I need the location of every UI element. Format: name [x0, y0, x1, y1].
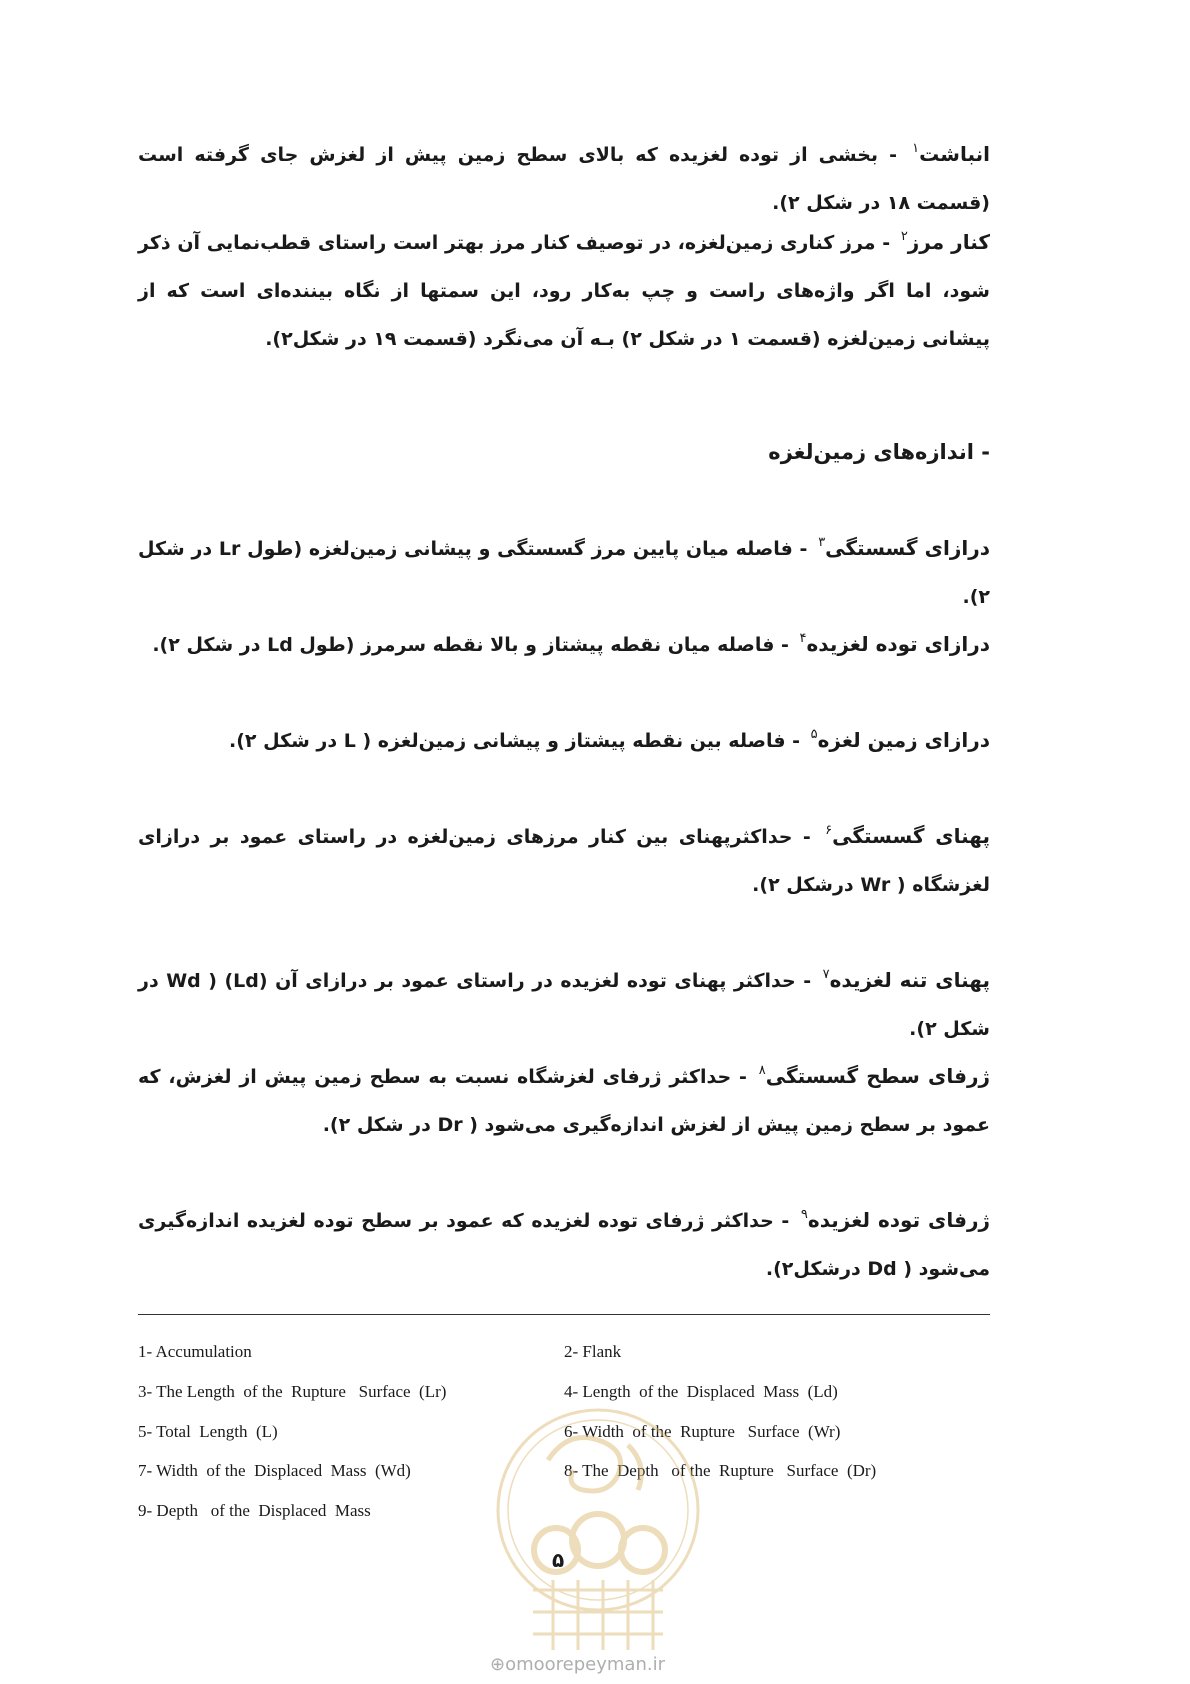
paragraph-flank: [138, 218, 990, 363]
footnote-divider: [138, 1314, 990, 1315]
paragraph-displaced-mass-length: [138, 620, 990, 669]
footnote-7: 7- Width of the Displaced Mass (Wd): [138, 1461, 411, 1480]
site-watermark: [490, 1654, 665, 1675]
definition: - بخشی از توده لغزیده که بالای سطح زمین پیش از لغزش جای گرفته است (قسمت ۱۸ در شکل ۲).: [138, 144, 990, 214]
term: پهنای گسستگی: [832, 824, 990, 848]
page-number: ۵: [552, 1548, 565, 1572]
term: درازای گسستگی: [825, 536, 990, 560]
footnote-ref: ۱: [912, 141, 920, 156]
term: درازای توده لغزیده: [806, 632, 990, 656]
footnote-4: 4- Length of the Displaced Mass (Ld): [564, 1382, 838, 1401]
footnote-5: 5- Total Length (L): [138, 1422, 278, 1441]
footnote-ref: ۷: [822, 967, 830, 982]
footnote-ref: ۴: [799, 631, 807, 646]
paragraph-total-length: [138, 716, 990, 765]
site-watermark-text: omoorepeyman.ir: [505, 1654, 665, 1675]
footnote-9: 9- Depth of the Displaced Mass: [138, 1501, 371, 1520]
paragraph-displaced-mass-width: [138, 956, 990, 1053]
definition: - فاصله بین نقطه پیشتاز و پیشانی زمین‌لغزه ( L در شکل ۲).: [228, 730, 807, 752]
footnote-ref: ۲: [900, 229, 908, 244]
footnote-ref: ۵: [810, 727, 818, 742]
footnote-3: 3- The Length of the Rupture Surface (Lr): [138, 1382, 447, 1401]
footnote-8: 8- The Depth of the Rupture Surface (Dr): [564, 1461, 877, 1480]
definition: - فاصله میان نقطه پیشتاز و بالا نقطه سرمرز (طول Ld در شکل ۲).: [152, 634, 796, 656]
term: ژرفای سطح گسستگی: [765, 1064, 990, 1088]
paragraph-rupture-width: [138, 812, 990, 909]
paragraph-rupture-depth: [138, 1052, 990, 1149]
footnote-2: 2- Flank: [564, 1342, 622, 1361]
footnote-ref: ۶: [825, 823, 833, 838]
term: ژرفای توده لغزیده: [807, 1208, 990, 1232]
footnote-ref: ۸: [758, 1063, 766, 1078]
footnote-ref: ۳: [818, 535, 826, 550]
footnote-1: 1- Accumulation: [138, 1342, 252, 1361]
section-heading: - اندازه‌های زمین‌لغزه: [768, 440, 990, 464]
definition: - حداکثرپهنای بین کنار مرزهای زمین‌لغزه در راستای عمود بر درازای لغزشگاه ( Wr درشکل ۲).: [138, 826, 990, 896]
definition: - حداکثر پهنای توده لغزیده در راستای عمود بر درازای آن (Ld) ( Wd در شکل ۲).: [138, 970, 990, 1040]
paragraph-rupture-length: [138, 524, 990, 621]
term: کنار مرز: [907, 230, 991, 254]
term: درازای زمین لغزه: [817, 728, 990, 752]
term: پهنای تنه لغزیده: [829, 968, 990, 992]
definition: - مرز کناری زمین‌لغزه، در توصیف کنار مرز بهتر است راستای قطب‌نمایی آن ذکر شود، اما اگر واژه‌های راست و چپ به‌کار رود، این سمتها از نگاه بیننده‌ای است که از پیشانی زمین‌لغزه (قسمت ۱ در شکل ۲) بـه آن می‌نگرد (قسمت ۱۹ در شکل۲).: [138, 232, 990, 350]
footnote-ref: ۹: [800, 1207, 808, 1222]
globe-icon: ⊕: [490, 1654, 506, 1675]
definition: - فاصله میان پایین مرز گسستگی و پیشانی زمین‌لغزه (طول Lr در شکل ۲).: [138, 538, 990, 608]
term: انباشت: [919, 142, 990, 166]
paragraph-accumulation: [138, 130, 990, 227]
definition: - حداکثر ژرفای توده لغزیده که عمود بر سطح توده لغزیده اندازه‌گیری می‌شود ( Dd درشکل۲).: [138, 1210, 990, 1280]
definition: - حداکثر ژرفای لغزشگاه نسبت به سطح زمین پیش از لغزش، که عمود بر سطح زمین پیش از لغزش اندازه‌گیری می‌شود ( Dr در شکل ۲).: [138, 1066, 990, 1136]
paragraph-displaced-mass-depth: [138, 1196, 990, 1293]
footnote-6: 6- Width of the Rupture Surface (Wr): [564, 1422, 841, 1441]
